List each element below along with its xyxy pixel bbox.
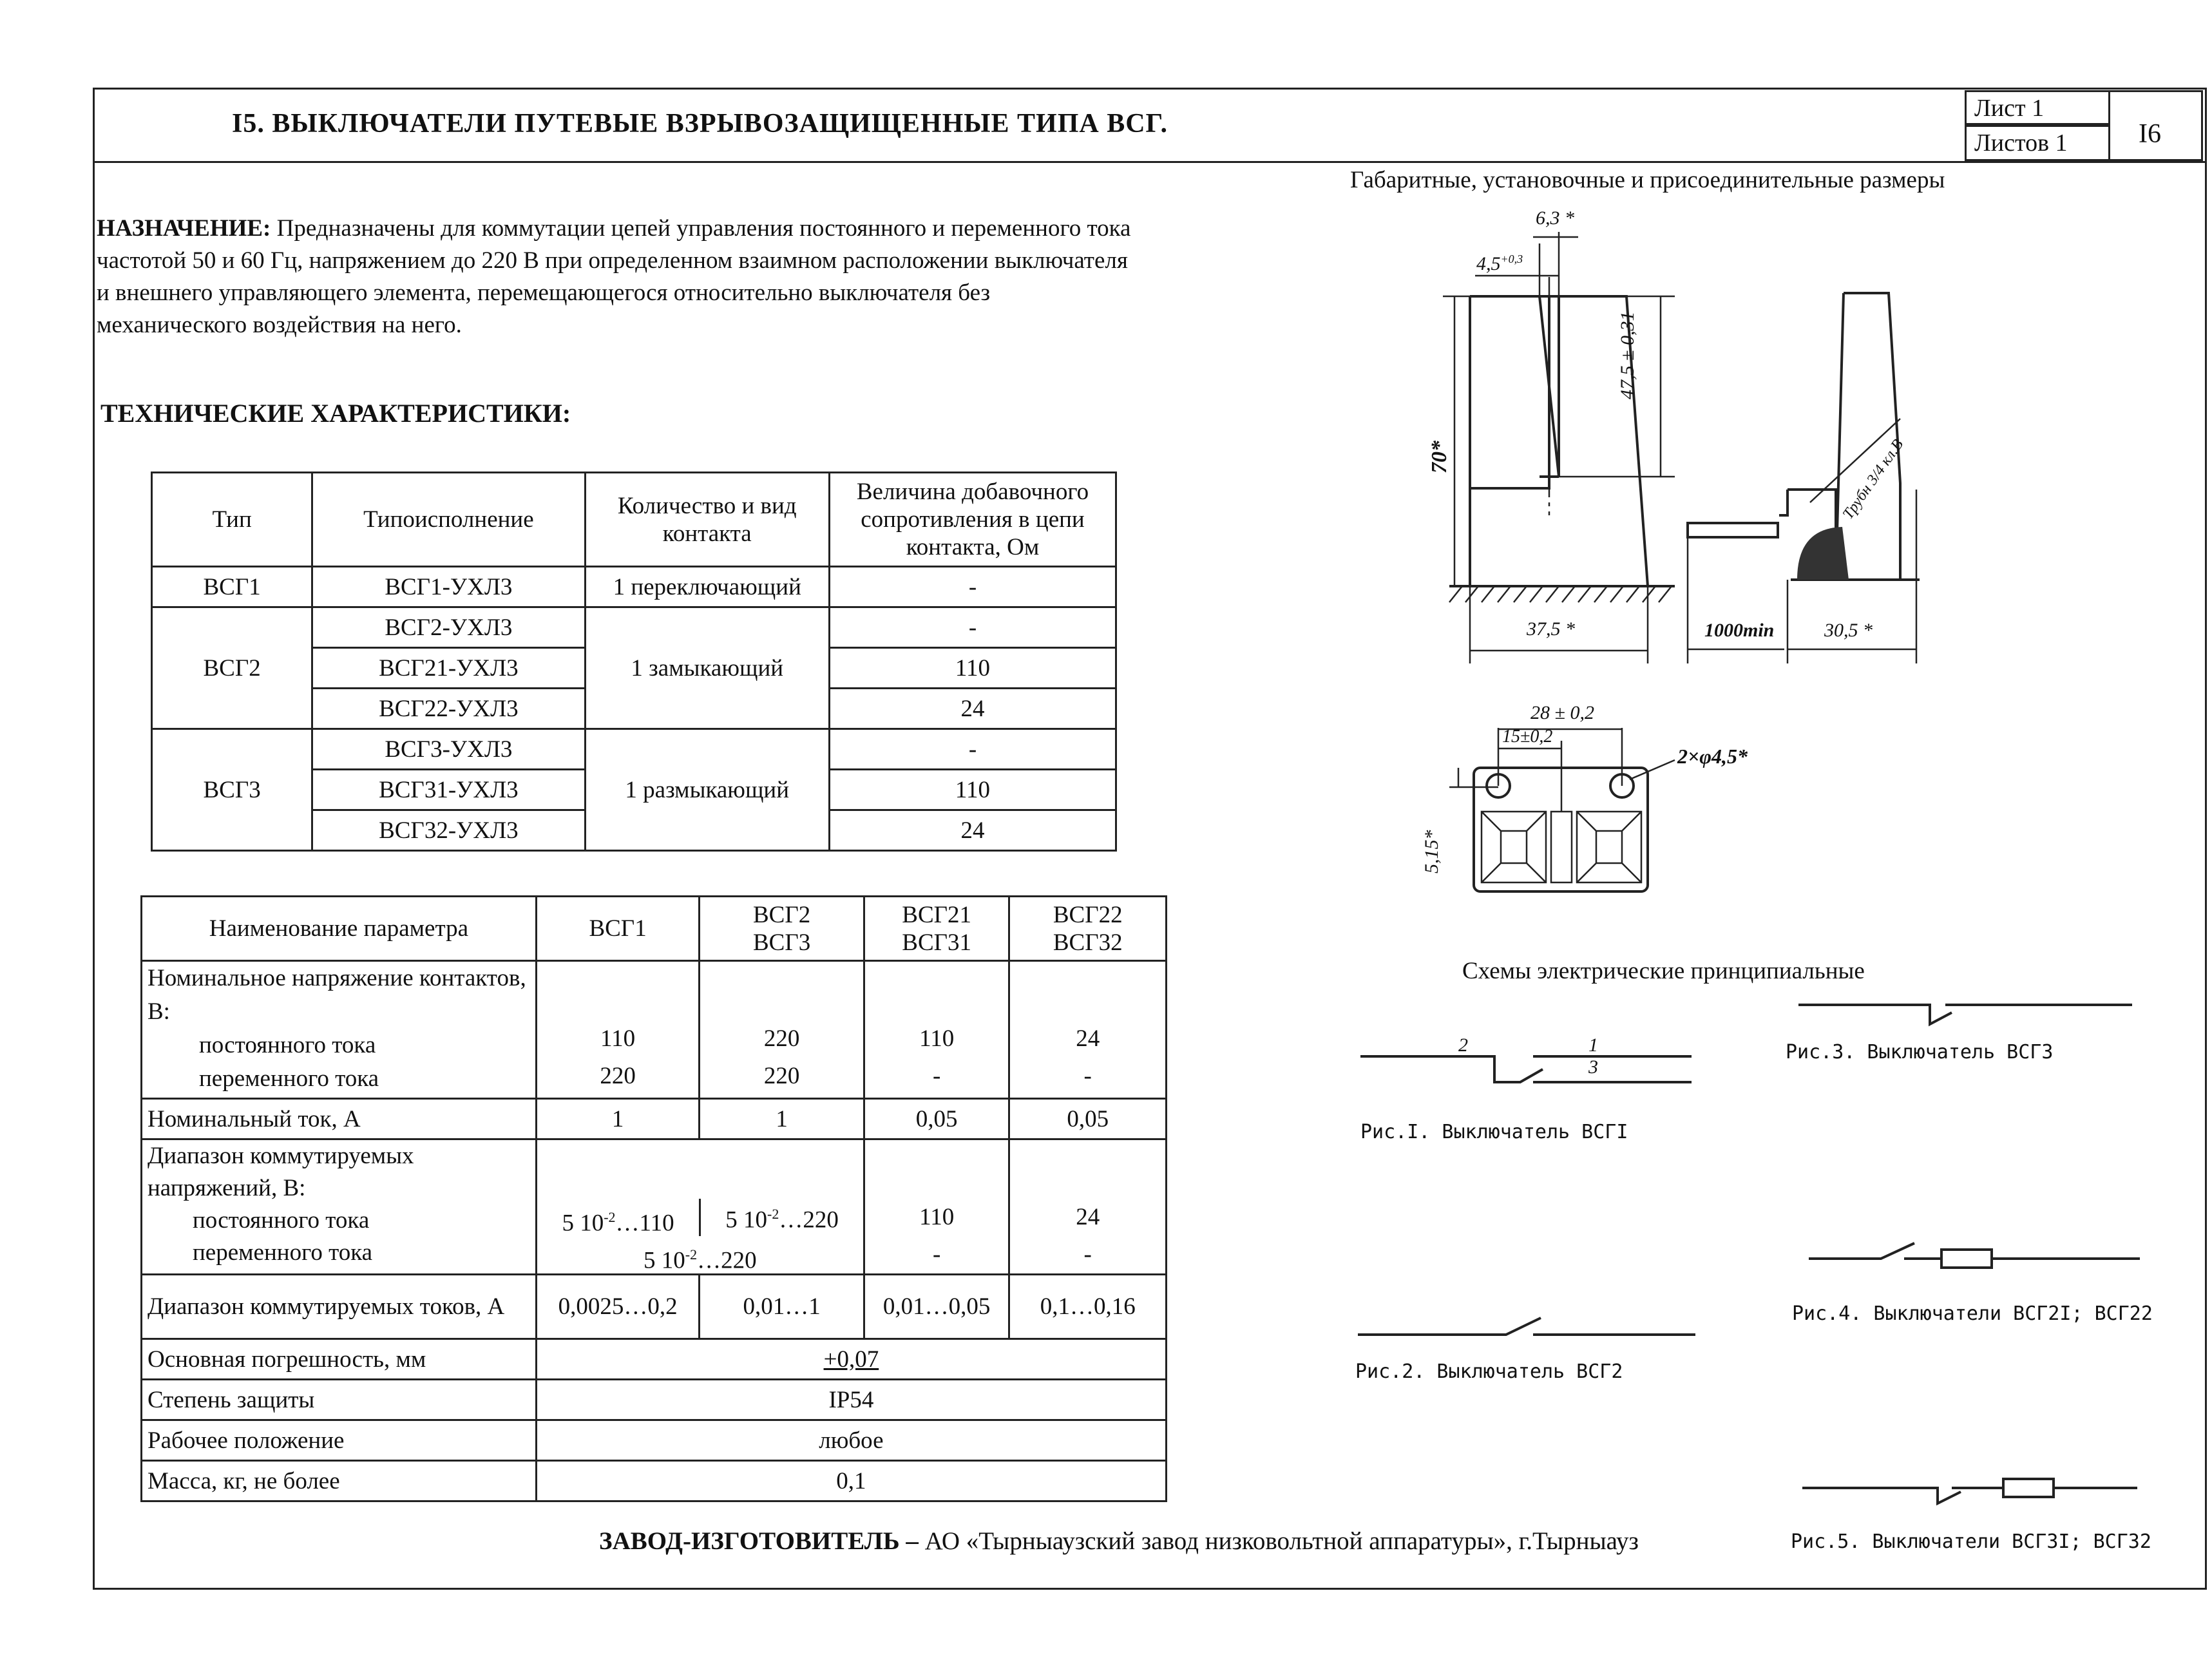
header-line: ВСГ2	[752, 901, 811, 928]
table1-cell: -	[829, 567, 1116, 607]
table2-header	[1009, 897, 1167, 961]
base-relief	[1482, 812, 1546, 882]
dim-label	[1476, 253, 1523, 275]
param-name: Основная погрешность, мм	[142, 1339, 537, 1380]
table1-cell: -	[829, 729, 1116, 770]
terminal-label: 1	[1588, 1034, 1598, 1056]
value-line: 110	[600, 1025, 636, 1052]
param-value: 0,01…0,05	[864, 1275, 1009, 1339]
table1-cell: ВСГ32-УХЛ3	[312, 810, 585, 851]
param-name: Диапазон коммутируемых токов, А	[142, 1275, 537, 1339]
param-label: Диапазон коммутируемых напряжений, В:	[148, 1143, 414, 1201]
value-line: -	[1083, 1063, 1092, 1089]
center-slot	[1551, 812, 1572, 882]
header-line: ВСГ3	[752, 929, 811, 956]
value-line: 220	[600, 1063, 636, 1089]
value-text: +0,07	[823, 1346, 879, 1373]
table1-cell: ВСГ3-УХЛ3	[312, 729, 585, 770]
table1-header: Тип	[152, 473, 312, 567]
resistor	[1941, 1250, 1992, 1268]
param-value	[864, 961, 1009, 1099]
param-value: 0,0025…0,2	[536, 1275, 700, 1339]
value-part: …220	[779, 1206, 839, 1234]
param-name: Номинальный ток, А	[142, 1099, 537, 1139]
param-value	[864, 1139, 1009, 1275]
table-row	[152, 729, 1116, 770]
table1-header: Количество и вид контакта	[585, 473, 829, 567]
sheets-label: Листов 1	[1965, 125, 2110, 161]
param-label: Номинальное напряжение контактов, В:	[148, 965, 526, 1025]
seal-fill	[1797, 527, 1849, 580]
value-exp: -2	[604, 1209, 616, 1225]
table1-cell: ВСГ21-УХЛ3	[312, 648, 585, 689]
dim-tolerance: +0,3	[1500, 253, 1523, 265]
schematics-caption: Схемы электрические принципиальные	[1462, 958, 1865, 984]
fig5-caption: Рис.5. Выключатели ВСГ3I; ВСГ32	[1791, 1530, 2151, 1553]
param-value: 0,05	[864, 1099, 1009, 1139]
terminal-label: 2	[1458, 1034, 1468, 1056]
side-outline	[1791, 293, 1920, 580]
param-value	[536, 961, 700, 1099]
cable-outline	[1688, 523, 1778, 537]
base-relief	[1577, 812, 1641, 882]
value-part: 5 10	[725, 1206, 768, 1234]
dimension-drawing-bottom	[1404, 702, 1791, 908]
value-cell	[537, 1236, 863, 1273]
table-row	[152, 607, 1116, 648]
table1-header: Величина добавочного сопротивления в цепи контакта, Ом	[829, 473, 1116, 567]
table2-header	[864, 897, 1009, 961]
table1-cell: ВСГ22-УХЛ3	[312, 689, 585, 729]
value-part: …220	[697, 1247, 757, 1274]
dim-label: 2×φ4,5*	[1677, 745, 1748, 768]
table1-cell: 1 размыкающий	[585, 729, 829, 851]
dim-label: 28 ± 0,2	[1530, 702, 1594, 723]
schematic-fig2	[1353, 1308, 1713, 1346]
leader-line	[1630, 760, 1675, 779]
value-cell	[701, 1196, 863, 1239]
dim-label: 47,5 ± 0,31	[1617, 311, 1638, 399]
purpose-text: Предназначены для коммутации цепей управления постоянного и переменного тока частотой 50 и 60 Гц, напряжением до 220 В при определенном взаимном расположении выключателя и внешнего управляющего элемента, перемещающегося относительно выключателя без механического воздействия на него.	[97, 215, 1131, 338]
param-name: Масса, кг, не более	[142, 1461, 537, 1501]
fig1-caption: Рис.I. Выключатель ВСГI	[1360, 1121, 1628, 1143]
table1-cell: 1 замыкающий	[585, 607, 829, 729]
header-line: ВСГ21	[902, 901, 972, 928]
value-line: -	[1083, 1241, 1092, 1268]
table2-header	[700, 897, 864, 961]
switch-lines	[1802, 1488, 2137, 1503]
table1-cell: -	[829, 607, 1116, 648]
table2-header: ВСГ1	[536, 897, 700, 961]
param-value	[536, 1139, 864, 1275]
value-line: 24	[1076, 1025, 1100, 1052]
purpose-heading: НАЗНАЧЕНИЕ:	[97, 215, 271, 242]
schematic-fig1	[1353, 1031, 1713, 1095]
param-sublabel: постоянного тока	[199, 1032, 376, 1058]
dim-label: 30,5 *	[1824, 620, 1873, 641]
param-value	[700, 961, 864, 1099]
table1-cell: ВСГ31-УХЛ3	[312, 770, 585, 810]
tech-heading: ТЕХНИЧЕСКИЕ ХАРАКТЕРИСТИКИ:	[100, 399, 571, 428]
manufacturer-line	[599, 1527, 1639, 1556]
param-value: 1	[700, 1099, 864, 1139]
table-row	[142, 1275, 1167, 1339]
param-value: IP54	[536, 1380, 1166, 1420]
parameters-table	[140, 895, 1167, 1502]
param-value: любое	[536, 1420, 1166, 1461]
dim-label: 1000min	[1704, 620, 1775, 641]
value-exp: -2	[685, 1246, 698, 1263]
dim-value: 4,5	[1476, 253, 1501, 274]
table-row	[142, 1339, 1167, 1380]
header-line: ВСГ31	[902, 929, 972, 956]
table1-cell: 1 переключающий	[585, 567, 829, 607]
table1-cell: 24	[829, 810, 1116, 851]
value-line: 110	[919, 1204, 955, 1230]
page-number: I6	[2139, 119, 2161, 149]
param-name	[142, 961, 537, 1099]
param-name: Рабочее положение	[142, 1420, 537, 1461]
table-row	[142, 1461, 1167, 1501]
dimension-drawing-front	[1430, 213, 1688, 676]
fig3-caption: Рис.3. Выключатель ВСГ3	[1786, 1041, 2054, 1063]
resistor	[2003, 1479, 2054, 1497]
value-line: 220	[763, 1025, 800, 1052]
sheet-label: Лист 1	[1965, 90, 2110, 125]
param-value: 0,1…0,16	[1009, 1275, 1167, 1339]
terminal-label: 3	[1588, 1056, 1598, 1078]
param-sublabel: переменного тока	[199, 1065, 379, 1092]
param-value	[536, 1339, 1166, 1380]
table1-header: Типоисполнение	[312, 473, 585, 567]
purpose-paragraph	[97, 213, 1140, 341]
value-exp: -2	[767, 1206, 779, 1223]
value-line: -	[932, 1241, 941, 1268]
dim-label: 37,5 *	[1527, 618, 1575, 640]
page-title: I5. ВЫКЛЮЧАТЕЛИ ПУТЕВЫЕ ВЗРЫВОЗАЩИЩЕННЫЕ ТИПА ВСГ.	[232, 109, 1168, 138]
value-line: 220	[763, 1063, 800, 1089]
manufacturer-label: ЗАВОД-ИЗГОТОВИТЕЛЬ –	[599, 1527, 919, 1555]
header-line: ВСГ22	[1053, 901, 1123, 928]
value-line: 110	[919, 1025, 955, 1052]
param-value: 0,01…1	[700, 1275, 864, 1339]
param-name: Степень защиты	[142, 1380, 537, 1420]
table1-cell: ВСГ2	[152, 607, 312, 729]
schematic-fig5	[1791, 1469, 2151, 1507]
table1-cell: 110	[829, 648, 1116, 689]
table-row	[142, 1380, 1167, 1420]
param-sublabel: переменного тока	[193, 1239, 373, 1266]
param-value	[1009, 961, 1167, 1099]
table1-cell: ВСГ2-УХЛ3	[312, 607, 585, 648]
param-value: 1	[536, 1099, 700, 1139]
manufacturer-text: АО «Тырныаузский завод низковольтной аппаратуры», г.Тырныауз	[924, 1527, 1639, 1555]
value-part: …110	[615, 1210, 674, 1237]
dim-label: 5,15*	[1421, 830, 1442, 873]
param-value: 0,05	[1009, 1099, 1167, 1139]
table-row	[142, 1420, 1167, 1461]
param-name	[142, 1139, 537, 1275]
table-row	[142, 961, 1167, 1099]
dim-label: Трубн 3/4 кл.В	[1840, 436, 1907, 522]
param-value	[1009, 1139, 1167, 1275]
dim-label: 15±0,2	[1502, 727, 1553, 747]
switch-lines	[1358, 1318, 1695, 1335]
value-part: 5 10	[644, 1247, 685, 1274]
schematic-fig3	[1791, 992, 2151, 1037]
schematic-fig4	[1804, 1237, 2164, 1275]
ground-hatch	[1449, 586, 1672, 602]
table1-cell: ВСГ1-УХЛ3	[312, 567, 585, 607]
table1-cell: ВСГ1	[152, 567, 312, 607]
param-value: 0,1	[536, 1461, 1166, 1501]
header-divider	[93, 161, 2205, 163]
param-sublabel: постоянного тока	[193, 1207, 370, 1234]
fig2-caption: Рис.2. Выключатель ВСГ2	[1355, 1360, 1623, 1383]
types-table	[151, 472, 1117, 852]
switch-lines	[1360, 1056, 1692, 1082]
table2-header: Наименование параметра	[142, 897, 537, 961]
dimensions-caption: Габаритные, установочные и присоединительные размеры	[1350, 167, 1945, 193]
value-line: -	[932, 1063, 941, 1089]
table1-cell: 110	[829, 770, 1116, 810]
header-line: ВСГ32	[1053, 929, 1123, 956]
switch-lines	[1798, 1005, 2132, 1024]
dim-label: 70*	[1427, 441, 1451, 473]
value-cell	[537, 1199, 701, 1236]
fig4-caption: Рис.4. Выключатели ВСГ2I; ВСГ22	[1792, 1302, 2153, 1325]
table-row	[142, 1099, 1167, 1139]
value-line: 24	[1076, 1204, 1100, 1230]
table-row	[152, 567, 1116, 607]
table1-cell: 24	[829, 689, 1116, 729]
table-row	[142, 1139, 1167, 1275]
value-part: 5 10	[562, 1210, 604, 1237]
table1-cell: ВСГ3	[152, 729, 312, 851]
dim-label: 6,3 *	[1536, 207, 1574, 229]
